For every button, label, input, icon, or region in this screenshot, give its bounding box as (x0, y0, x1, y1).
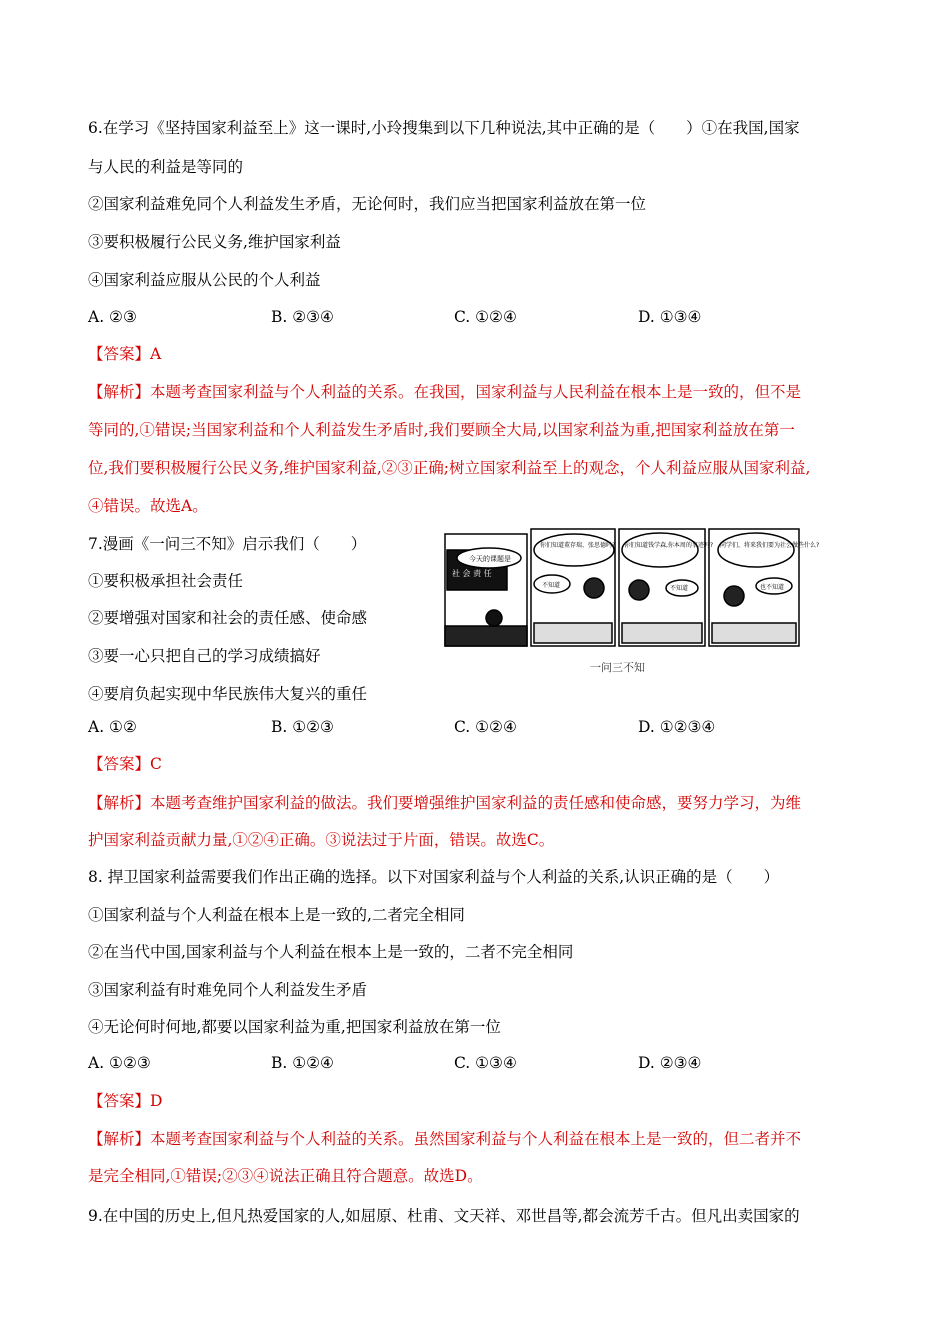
q8-statement-2: ②在当代中国,国家利益与个人利益在根本上是一致的，二者不完全相同 (88, 943, 574, 961)
q7-option-b: B. ①②③ (271, 718, 334, 736)
comic-board-words: 社 会 责 任 (452, 569, 492, 578)
q7-statement-4: ④要肩负起实现中华民族伟大复兴的重任 (88, 685, 368, 703)
q8-analysis-1: 【解析】本题考查国家利益与个人利益的关系。虽然国家利益与个人利益在根本上是一致的，但二者并不 (88, 1130, 802, 1148)
q7-answer: 【答案】C (88, 755, 162, 773)
q9-stem: 9.在中国的历史上,但凡热爱国家的人,如屈原、杜甫、文天祥、邓世昌等,都会流芳千古。但凡出卖国家的 (88, 1207, 800, 1225)
comic-reply-2: 不知道 (670, 585, 689, 592)
q6-option-d: D. ①③④ (638, 308, 702, 326)
q6-option-a: A. ②③ (88, 308, 137, 326)
comic-illustration (444, 528, 820, 676)
q8-option-d: D. ②③④ (638, 1054, 702, 1072)
q7-analysis-1: 【解析】本题考查维护国家利益的做法。我们要增强维护国家利益的责任感和使命感，要努力学习，为维 (88, 794, 802, 812)
comic-caption: 一问三不知 (590, 661, 645, 674)
q7-stem: 7.漫画《一问三不知》启示我们（ ） (88, 535, 367, 553)
speech-bubble-3 (622, 533, 698, 567)
q6-analysis-2: 等同的,①错误;当国家利益和个人利益发生矛盾时,我们要顾全大局,以国家利益为重,把国家利益放在第一 (88, 421, 795, 439)
speech-bubble-4 (718, 533, 794, 567)
q7-option-a: A. ①② (88, 718, 137, 736)
q6-stem: 6.在学习《坚持国家利益至上》这一课时,小玲搜集到以下几种说法,其中正确的是（ ）①在我国,国家 (88, 119, 800, 137)
q6-analysis-1: 【解析】本题考查国家利益与个人利益的关系。在我国，国家利益与人民利益在根本上是一致的，但不是 (88, 383, 802, 401)
comic-reply-3: 也不知道 (760, 584, 785, 591)
speech-bubble-2 (534, 534, 614, 566)
q8-stem: 8. 捍卫国家利益需要我们作出正确的选择。以下对国家利益与个人利益的关系,认识正确的是（ ） (88, 868, 780, 886)
comic-bubble-1: 你们知道董存瑞、张思德吗? (540, 542, 616, 549)
q7-analysis-2: 护国家利益贡献力量,①②④正确。③说法过于片面，错误。故选C。 (88, 831, 555, 849)
q6-analysis-4: ④错误。故选A。 (88, 497, 208, 515)
q7-option-c: C. ①②④ (454, 718, 517, 736)
q7-option-d: D. ①②③④ (638, 718, 716, 736)
q6-statement-4: ④国家利益应服从公民的个人利益 (88, 271, 321, 289)
q6-option-b: B. ②③④ (271, 308, 334, 326)
q8-option-b: B. ①②④ (271, 1054, 334, 1072)
q8-analysis-2: 是完全相同,①错误;②③④说法正确且符合题意。故选D。 (88, 1167, 483, 1185)
comic-bubble-2: 你们知道钱学森,你本周的事迹吗? (624, 542, 714, 549)
q6-statement-2: ②国家利益难免同个人利益发生矛盾，无论何时，我们应当把国家利益放在第一位 (88, 195, 647, 213)
comic-reply-1: 不知道 (542, 582, 561, 589)
q6-analysis-3: 位,我们要积极履行公民义务,维护国家利益,②③正确;树立国家利益至上的观念，个人利益应服从国家利益, (88, 459, 811, 477)
q8-option-a: A. ①②③ (88, 1054, 151, 1072)
q6-stem-cont: 与人民的利益是等同的 (88, 158, 244, 176)
comic-board-title: 今天的课题是 (469, 555, 511, 563)
q8-option-c: C. ①③④ (454, 1054, 517, 1072)
q6-statement-3: ③要积极履行公民义务,维护国家利益 (88, 233, 341, 251)
q8-statement-3: ③国家利益有时难免同个人利益发生矛盾 (88, 981, 368, 999)
q6-answer: 【答案】A (88, 345, 162, 363)
q8-answer: 【答案】D (88, 1092, 163, 1110)
q8-statement-1: ①国家利益与个人利益在根本上是一致的,二者完全相同 (88, 906, 465, 924)
q7-statement-1: ①要积极承担社会责任 (88, 572, 244, 590)
q6-option-c: C. ①②④ (454, 308, 517, 326)
q7-statement-2: ②要增强对国家和社会的责任感、使命感 (88, 609, 368, 627)
q8-statement-4: ④无论何时何地,都要以国家利益为重,把国家利益放在第一位 (88, 1018, 501, 1036)
comic-bubble-3: 同学们，将来我们要为社会做些什么? (720, 542, 820, 549)
q7-statement-3: ③要一心只把自己的学习成绩搞好 (88, 647, 321, 665)
